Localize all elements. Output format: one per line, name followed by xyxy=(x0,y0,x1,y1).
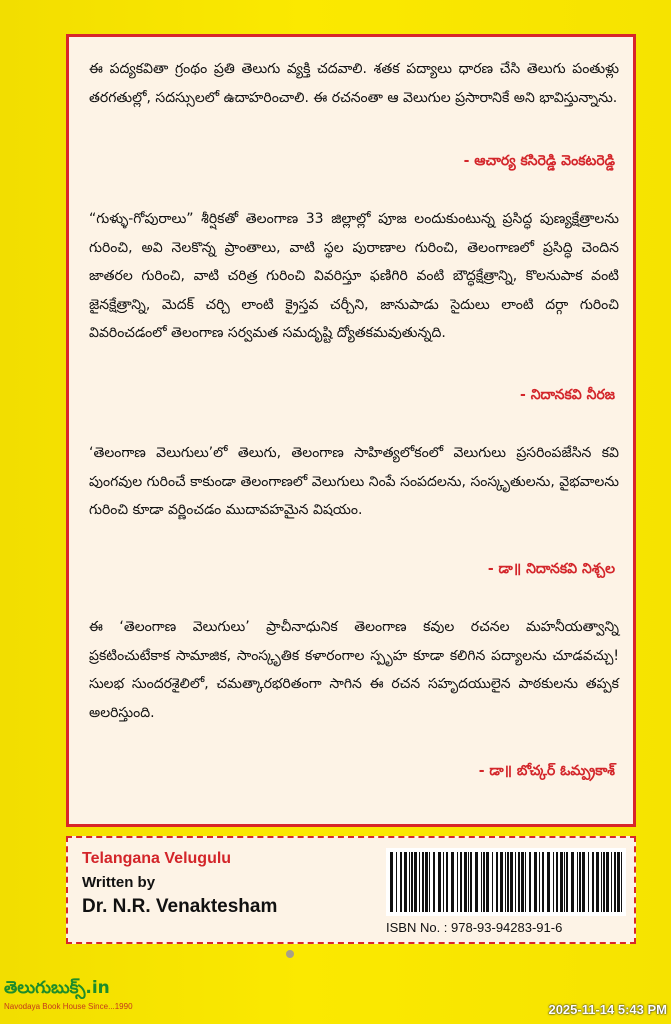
publisher-watermark-logo xyxy=(4,978,133,1011)
photo-timestamp: 2025-11-14 5:43 PM xyxy=(548,1002,667,1017)
blurb-signature-1: - ఆచార్య కసిరెడ్డి వెంకటరెడ్డి xyxy=(463,153,615,169)
isbn-number: ISBN No. : 978-93-94283-91-6 xyxy=(386,920,563,935)
blurb-text: ఈ పద్యకవితా గ్రంథం ప్రతి తెలుగు వ్యక్తి చదవాలి. శతక పద్యాలు ధారణ చేసి తెలుగు పంతుళ్లు తరగతుల్లో, సదస్సులలో ఉదాహరించాలి. ఈ రచనంతా ఆ వెలుగుల ప్రసారానికే అని భావిస్తున్నాను. xyxy=(89,61,619,106)
written-by-label: Written by xyxy=(82,874,156,891)
watermark-site: తెలుగుబుక్స్.in xyxy=(4,978,110,998)
watermark-subtitle: Navodaya Book House Since...1990 xyxy=(4,1002,133,1011)
blurb-paragraph-3 xyxy=(89,439,619,525)
blurb-paragraph-2 xyxy=(89,205,619,348)
book-title: Telangana Velugulu xyxy=(82,850,232,867)
book-author: Dr. N.R. Venaktesham xyxy=(82,896,278,917)
blurb-paragraph-1 xyxy=(89,55,619,112)
isbn-barcode xyxy=(386,848,626,916)
blurb-panel xyxy=(66,34,636,827)
spine-mark xyxy=(286,950,294,958)
blurb-signature-2: - నిదానకవి నీరజ xyxy=(520,387,615,403)
blurb-signature-4: - డా॥ బోచ్కర్ ఓమ్ప్రకాశ్ xyxy=(478,763,615,779)
blurb-paragraph-4 xyxy=(89,613,619,727)
blurb-text: ‘తెలంగాణ వెలుగులు’లో తెలుగు, తెలంగాణ సాహిత్యలోకంలో వెలుగులు ప్రసరింపజేసిన కవి పుంగవుల గురించే కాకుండా తెలంగాణలో వెలుగులు నింపే సంపదలను, సంస్కృతులను, వైభవాలను గురించి కూడా వర్ణించడం ముదావహమైన విషయం. xyxy=(89,445,619,518)
book-info-box xyxy=(66,836,636,944)
blurb-text: “గుళ్ళు-గోపురాలు” శీర్షికతో తెలంగాణ 33 జిల్లాల్లో పూజ లందుకుంటున్న ప్రసిద్ధ పుణ్యక్షేత్రాలను గురించి, అవి నెలకొన్న ప్రాంతాలు, వాటి స్థల పురాణాల గురించి, తెలంగాణలో ప్రసిద్ధి చెందిన జాతరల గురించి, వాటి చరిత్ర గురించి వివరిస్తూ ఫణిగిరి వంటి బౌద్ధక్షేత్రాన్ని, కొలనుపాక వంటి జైనక్షేత్రాన్ని, మెదక్ చర్చి లాంటి క్రైస్తవ చర్చీని, జానుపాడు సైదులు లాంటి దర్గా గురించి వివరించడంలో తెలంగాణ సర్వమత సమదృష్టి ద్యోతకమవుతున్నది. xyxy=(89,211,619,341)
blurb-text: ఈ ‘తెలంగాణ వెలుగులు’ ప్రాచీనాధునిక తెలంగాణ కవుల రచనల మహనీయత్వాన్ని ప్రకటించుటేకాక సామాజిక, సాంస్కృతిక కళారంగాల స్పృహ కూడా కలిగిన పద్యాలను చూడవచ్చు! సులభ సుందరశైలిలో, చమత్కారభరితంగా సాగిన ఈ రచన సహృదయులైన పాఠకులను తప్పక అలరిస్తుంది. xyxy=(89,619,619,721)
blurb-signature-3: - డా॥ నిదానకవి నిశ్చల xyxy=(487,561,615,577)
